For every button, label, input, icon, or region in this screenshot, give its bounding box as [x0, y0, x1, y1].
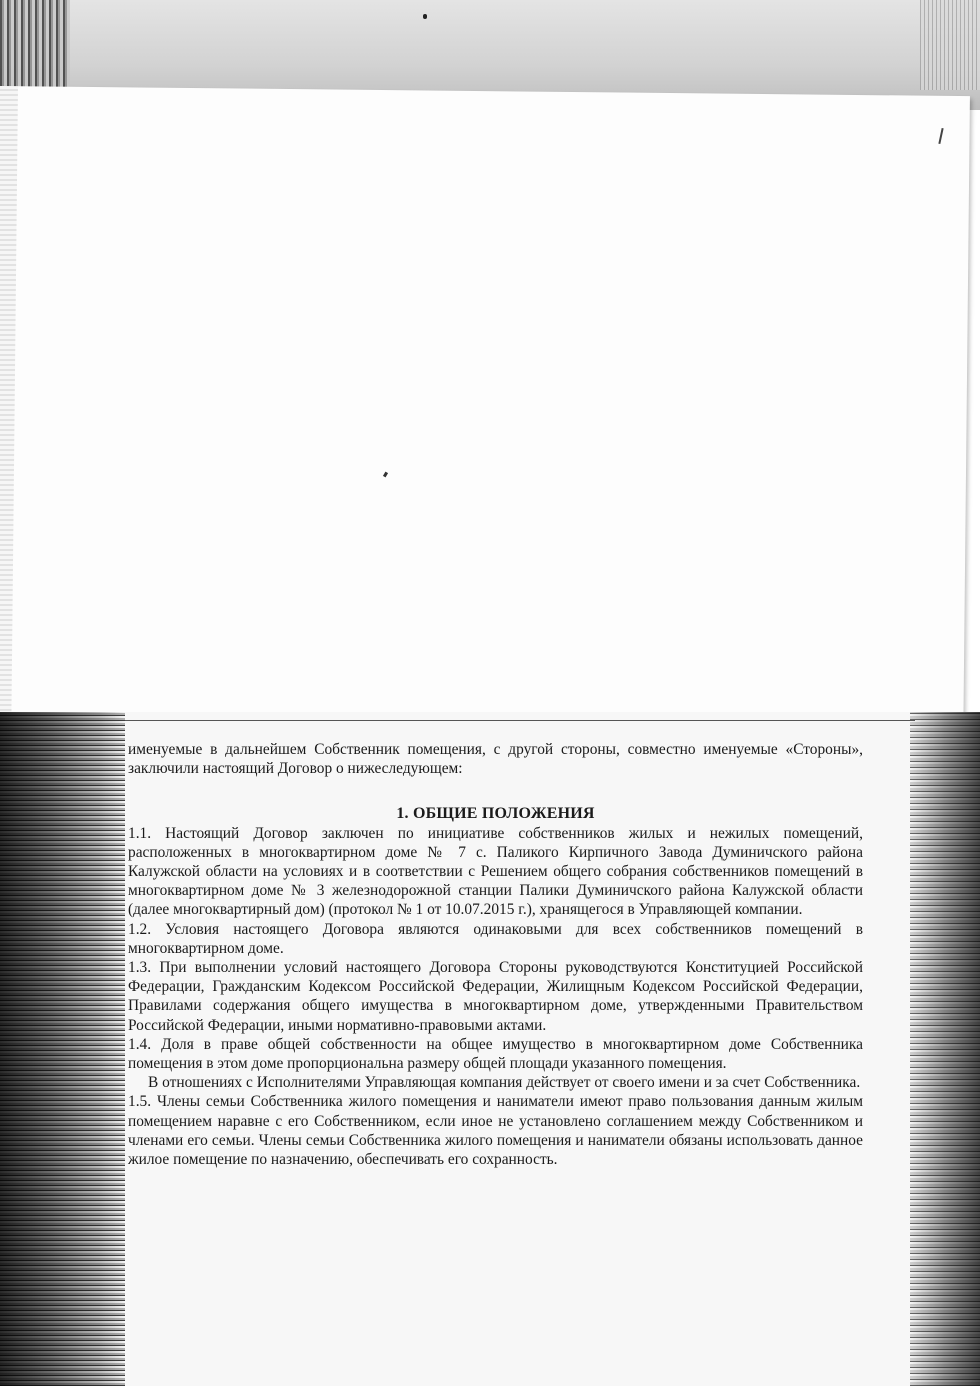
section-heading: 1. ОБЩИЕ ПОЛОЖЕНИЯ — [396, 805, 595, 823]
clause-paragraph: 1.1. Настоящий Договор заключен по инициативе собственников жилых и нежилых помещений, расположенных в многоквартирном доме № 7 с. Паликого Кирпичного Завода Думиничского района Калужской области на условиях и в соответствии с Решением общего собрания собственников помещений в многоквартирном доме № 3 железнодорожной станции Палики Думиничского района Калужской области (далее многоквартирный дом) (протокол № 1 от 10.07.2015 г.), хранящегося в Управляющей компании. — [128, 824, 863, 919]
table-edge-line — [125, 720, 915, 721]
scan-noise-left — [0, 712, 125, 1386]
intro-paragraph: именуемые в дальнейшем Собственник помещения, с другой стороны, совместно именуемые «Стороны», заключили настоящий Договор о нижеследующем: — [128, 741, 863, 778]
scan-noise-right — [910, 712, 980, 1386]
scan-speck — [423, 14, 427, 19]
clause-paragraph: 1.3. При выполнении условий настоящего Договора Стороны руководствуются Конституцией Российской Федерации, Гражданским Кодексом Российской Федерации, Жилищным Кодексом Российской Федерации, Правилами содержания общего имущества в многоквартирном доме, утвержденными Правительством Российской Федерации, иными нормативно-правовыми актами. — [128, 959, 863, 1034]
clause-paragraph: 1.4. Доля в праве общей собственности на общее имущество в многоквартирном доме Собственника помещения в этом доме пропорциональна размеру общей площади указанного помещения. — [128, 1035, 863, 1073]
blank-overlay-sheet — [0, 86, 970, 731]
clause-paragraph: 1.5. Члены семьи Собственника жилого помещения и наниматели имеют право пользования данным жилым помещением наравне с его Собственником, если иное не установлено соглашением между Собственником и членами его семьи. Члены семьи Собственника жилого помещения и наниматели обязаны использовать данное жилое помещение по назначению, обеспечивать его сохранность. — [128, 1093, 863, 1169]
clause-paragraph: В отношениях с Исполнителями Управляющая компания действует от своего имени и за счет Собственника. — [148, 1074, 861, 1092]
clause-paragraph: 1.2. Условия настоящего Договора являются одинаковыми для всех собственников помещений в многоквартирном доме. — [128, 920, 863, 957]
contract-text — [128, 740, 863, 1169]
